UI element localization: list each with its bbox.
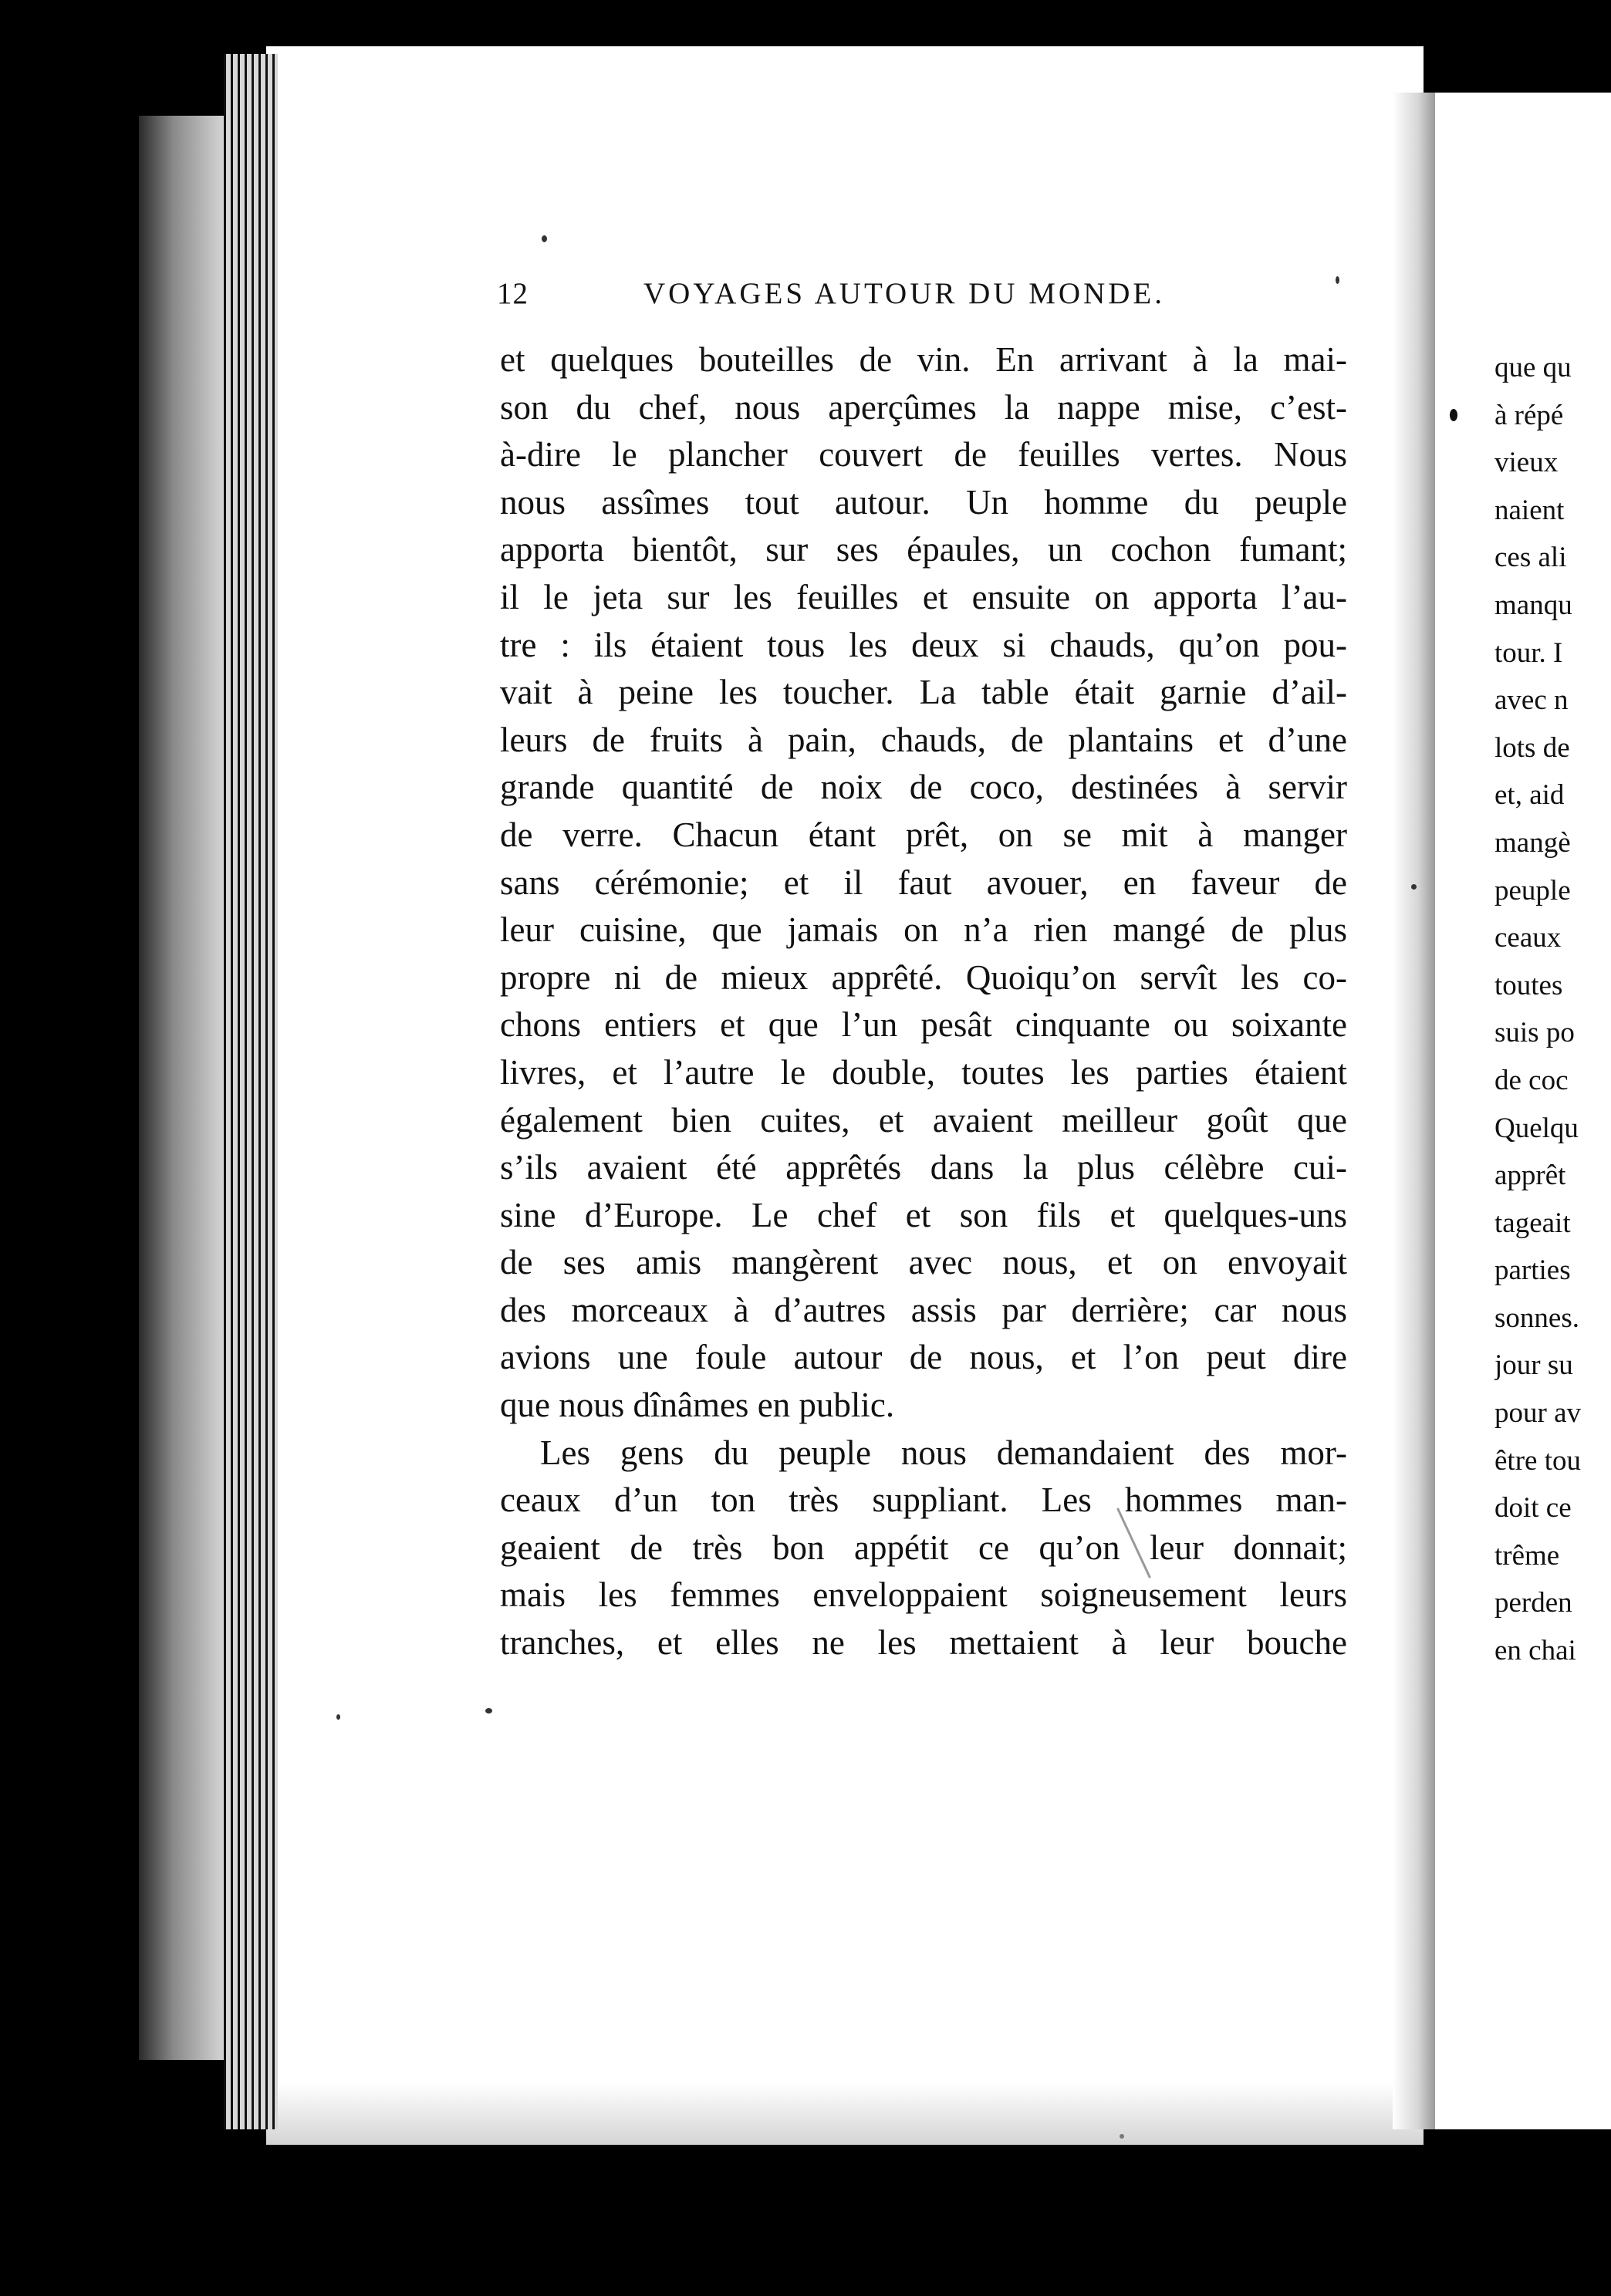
- text-line: geaient de très bon appétit ce qu’on leur donnait;: [500, 1528, 1347, 1567]
- paragraph-start-line: Les gens du peuple nous demandaient des mor-: [540, 1433, 1347, 1472]
- facing-text-line: mangè: [1494, 826, 1571, 859]
- facing-text-line: ceaux: [1494, 922, 1562, 954]
- facing-text-line: avec n: [1494, 684, 1569, 717]
- scan-speck: [1336, 276, 1339, 284]
- page-number: 12: [497, 277, 529, 310]
- facing-text-line: en chai: [1494, 1635, 1576, 1667]
- facing-text-line: et, aid: [1494, 779, 1565, 812]
- facing-page-text: [1494, 344, 1611, 1675]
- text-line: nous assîmes tout autour. Un homme du peuple: [500, 482, 1347, 522]
- page-bottom-shading: [266, 2083, 1424, 2145]
- facing-text-line: naient: [1494, 494, 1565, 526]
- text-line: sine d’Europe. Le chef et son fils et quelques-uns: [500, 1195, 1347, 1234]
- text-line: grande quantité de noix de coco, destinées à servir: [500, 768, 1347, 807]
- text-line: s’ils avaient été apprêtés dans la plus célèbre cui-: [500, 1148, 1347, 1187]
- text-line: et quelques bouteilles de vin. En arrivant à la mai-: [500, 340, 1347, 379]
- facing-text-line: toutes: [1494, 969, 1563, 1001]
- text-line: tre : ils étaient tous les deux si chauds, qu’on pou-: [500, 625, 1347, 664]
- text-line: son du chef, nous aperçûmes la nappe mise, c’est-: [500, 387, 1347, 427]
- scan-speck: [542, 235, 547, 242]
- facing-text-line: tageait: [1494, 1207, 1571, 1239]
- text-line: il le jeta sur les feuilles et ensuite on apporta l’au-: [500, 577, 1347, 616]
- main-text-block: [500, 336, 1347, 1667]
- facing-text-line: à répé: [1494, 399, 1564, 431]
- facing-text-line: Quelqu: [1494, 1112, 1579, 1144]
- facing-text-line: être tou: [1494, 1444, 1581, 1477]
- running-head: [497, 276, 1346, 319]
- facing-text-line: vieux: [1494, 447, 1559, 479]
- facing-text-line: perden: [1494, 1587, 1572, 1619]
- text-line: ceaux d’un ton très suppliant. Les hommes man-: [500, 1481, 1347, 1520]
- scan-speck: [485, 1708, 492, 1714]
- facing-text-line: jour su: [1494, 1349, 1573, 1382]
- facing-text-line: de coc: [1494, 1064, 1569, 1096]
- facing-text-line: trême: [1494, 1539, 1560, 1572]
- text-line: tranches, et elles ne les mettaient à leur bouche: [500, 1623, 1347, 1663]
- text-line: propre ni de mieux apprêté. Quoiqu’on servît les co-: [500, 957, 1347, 997]
- scan-speck: [336, 1714, 340, 1720]
- scan-speck: [1450, 409, 1457, 421]
- scan-speck: [1120, 2134, 1124, 2139]
- book-gutter: [1393, 93, 1435, 2129]
- facing-text-line: parties: [1494, 1254, 1571, 1287]
- facing-text-line: sonnes.: [1494, 1302, 1579, 1334]
- text-line: vait à peine les toucher. La table était garnie d’ail-: [500, 673, 1347, 712]
- facing-text-line: suis po: [1494, 1017, 1575, 1049]
- text-line: chons entiers et que l’un pesât cinquante ou soixante: [500, 1005, 1347, 1045]
- text-line: apporta bientôt, sur ses épaules, un cochon fumant;: [500, 530, 1347, 569]
- facing-text-line: manqu: [1494, 589, 1572, 621]
- text-line: des morceaux à d’autres assis par derrière; car nous: [500, 1290, 1347, 1329]
- page-stack-edges: [224, 54, 278, 2129]
- facing-text-line: ces ali: [1494, 542, 1567, 574]
- facing-text-line: tour. I: [1494, 636, 1563, 669]
- scan-speck: [1411, 884, 1417, 890]
- facing-text-line: pour av: [1494, 1397, 1581, 1430]
- facing-text-line: apprêt: [1494, 1160, 1566, 1192]
- text-line: avions une foule autour de nous, et l’on peut dire: [500, 1338, 1347, 1377]
- facing-text-line: doit ce: [1494, 1492, 1572, 1524]
- running-title: VOYAGES AUTOUR DU MONDE.: [643, 277, 1165, 310]
- text-line: sans cérémonie; et il faut avouer, en faveur de: [500, 863, 1347, 902]
- text-line: également bien cuites, et avaient meilleur goût que: [500, 1100, 1347, 1140]
- text-line: à-dire le plancher couvert de feuilles vertes. Nous: [500, 435, 1347, 474]
- paragraph-end-line: que nous dînâmes en public.: [500, 1386, 895, 1425]
- text-line: leurs de fruits à pain, chauds, de plantains et d’une: [500, 720, 1347, 759]
- text-line: mais les femmes enveloppaient soigneusement leurs: [500, 1575, 1347, 1615]
- facing-text-line: peuple: [1494, 874, 1571, 907]
- text-line: de ses amis mangèrent avec nous, et on envoyait: [500, 1243, 1347, 1282]
- text-line: livres, et l’autre le double, toutes les parties étaient: [500, 1052, 1347, 1092]
- facing-text-line: que qu: [1494, 352, 1572, 383]
- text-line: de verre. Chacun étant prêt, on se mit à manger: [500, 815, 1347, 854]
- text-line: leur cuisine, que jamais on n’a rien mangé de plus: [500, 910, 1347, 950]
- facing-text-line: lots de: [1494, 731, 1570, 764]
